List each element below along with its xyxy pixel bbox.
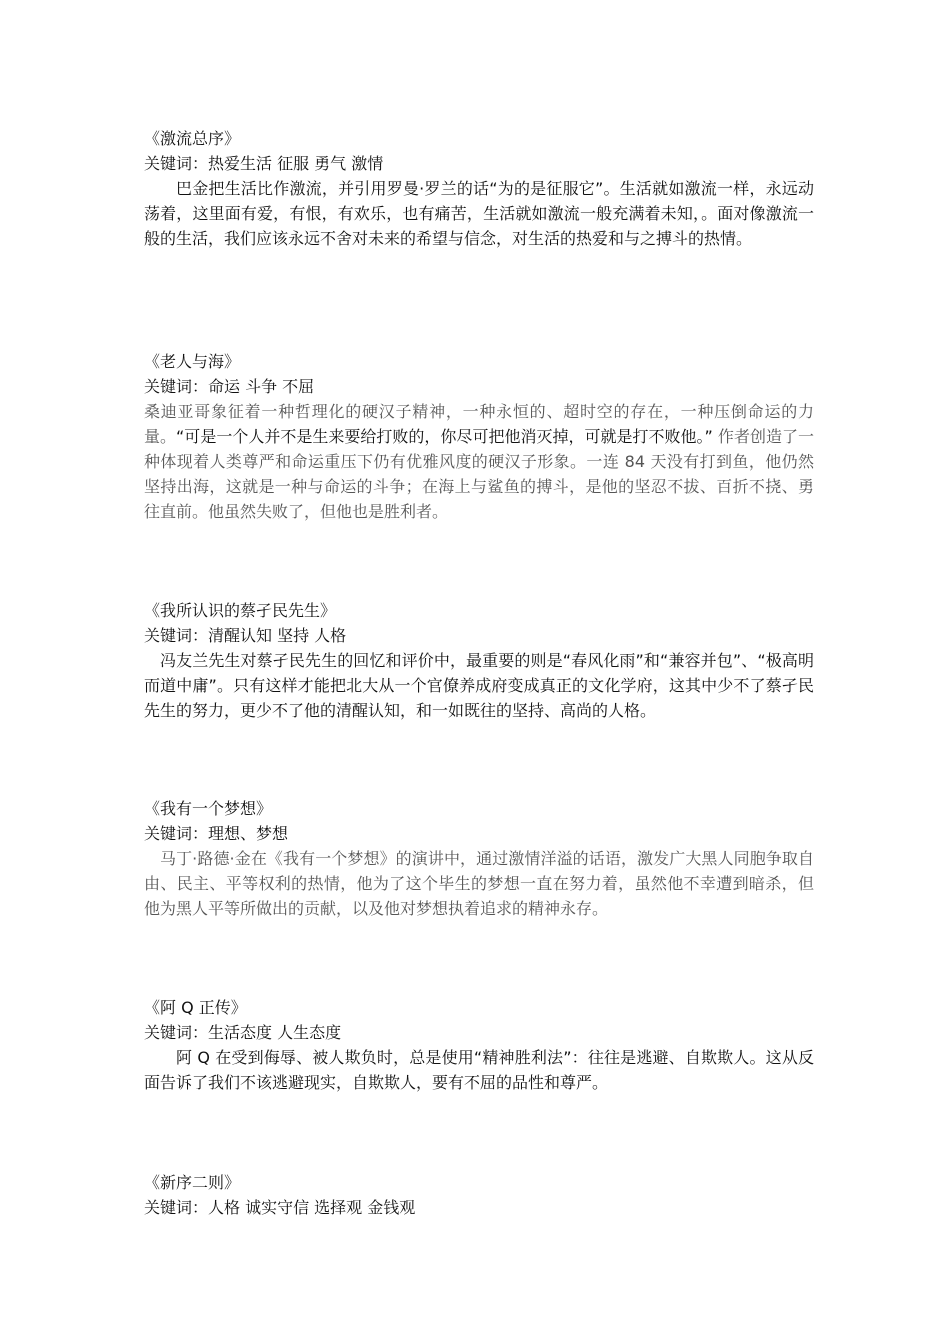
section-body: 马丁·路德·金在《我有一个梦想》的演讲中，通过激情洋溢的话语，激发广大黑人同胞争取自由、民主、平等权利的热情，他为了这个毕生的梦想一直在努力着，虽然他不幸遭到暗杀，但他为黑人平等所做出的贡献，以及他对梦想执着追求的精神永存。 [144, 849, 814, 918]
section-title: 《老人与海》 [144, 352, 241, 371]
section-ah-q [144, 995, 814, 1095]
section-body: 巴金把生活比作激流，并引用罗曼·罗兰的话“为的是征服它”。生活就如激流一样，永远动荡着，这里面有爱，有恨，有欢乐，也有痛苦，生活就如激流一般充满着未知，。面对像激流一般的生活，我们应该永远不舍对未来的希望与信念，对生活的热爱和与之搏斗的热情。 [144, 179, 814, 248]
body-rest: 作者创造了一种体现着人类尊严和命运重压下仍有优雅风度的硬汉子形象。一连 84 天没有打到鱼，他仍然坚持出海，这就是一种与命运的斗争；在海上与鲨鱼的搏斗，是他的坚忍不拔、百折不挠、勇往直前。他虽然失败了，但他也是胜利者。 [144, 427, 814, 521]
section-dream [144, 796, 814, 921]
section-body: 冯友兰先生对蔡孑民先生的回忆和评价中，最重要的则是“春风化雨”和“兼容并包”、“极高明而道中庸”。只有这样才能把北大从一个官僚养成府变成真正的文化学府，这其中少不了蔡孑民先生的努力，更少不了他的清醒认知，和一如既往的坚持、高尚的人格。 [144, 651, 814, 720]
section-title: 《激流总序》 [144, 129, 241, 148]
body-intro: 桑迪亚哥象征着一种哲理化的硬汉子精神，一种永恒的、超时空的存在，一种压倒命运的力量。 [144, 402, 814, 446]
section-xinxu [144, 1170, 814, 1220]
section-body: 阿 Q 在受到侮辱、被人欺负时，总是使用“精神胜利法”：往往是逃避、自欺欺人。这从反面告诉了我们不该逃避现实，自欺欺人，要有不屈的品性和尊严。 [144, 1048, 814, 1092]
section-title: 《我有一个梦想》 [144, 799, 273, 818]
body-quote: “可是一个人并不是生来要给打败的，你尽可把他消灭掉，可就是打不败他。” [176, 427, 713, 446]
section-keywords: 关键词：热爱生活 征服 勇气 激情 [144, 154, 384, 173]
section-title: 《新序二则》 [144, 1173, 241, 1192]
section-jiliu [144, 126, 814, 251]
section-body [144, 399, 814, 524]
section-keywords: 关键词：生活态度 人生态度 [144, 1023, 342, 1042]
section-cai-jiemin [144, 598, 814, 723]
section-title: 《我所认识的蔡孑民先生》 [144, 601, 337, 620]
section-title: 《阿 Q 正传》 [144, 998, 247, 1017]
section-laoren-yu-hai [144, 349, 814, 524]
section-keywords: 关键词：理想、梦想 [144, 824, 289, 843]
section-keywords: 关键词：人格 诚实守信 选择观 金钱观 [144, 1198, 416, 1217]
section-keywords: 关键词：命运 斗争 不屈 [144, 377, 315, 396]
section-keywords: 关键词：清醒认知 坚持 人格 [144, 626, 347, 645]
